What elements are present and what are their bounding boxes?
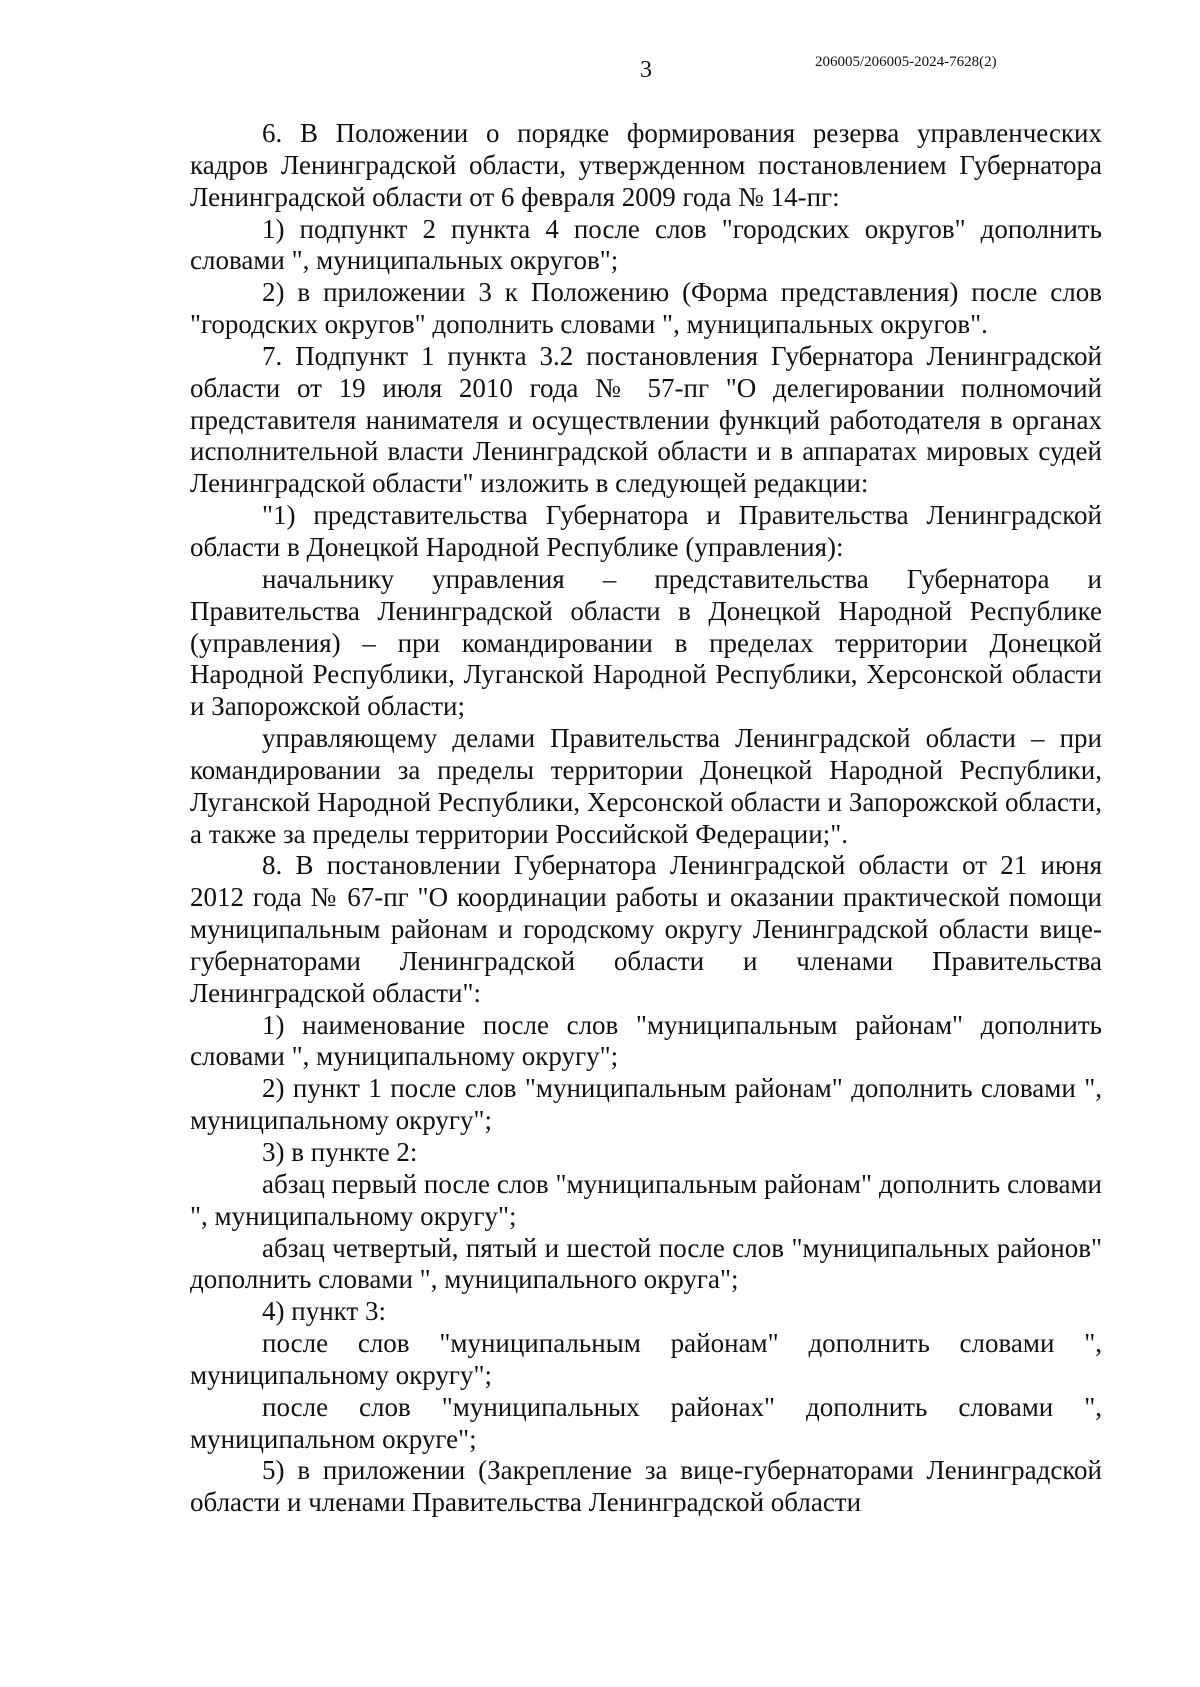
paragraph-7: 7. Подпункт 1 пункта 3.2 постановления Губернатора Ленинградской области от 19 июля 2010 года № 57-пг "О делегировании полномочий представителя нанимателя и осуществлении функций работодателя в органах исполнительной власти Ленинградской области и в аппаратах мировых судей Ленинградской области" изложить в следующей редакции: bbox=[190, 340, 1102, 499]
paragraph-8-4-a: после слов "муниципальным районам" дополнить словами ", муниципальному округу"; bbox=[190, 1328, 1102, 1390]
paragraph-8-3: 3) в пункте 2: bbox=[262, 1137, 418, 1167]
page-number: 3 bbox=[640, 57, 652, 83]
paragraph-8-3-fourth: абзац четвертый, пятый и шестой после слов "муниципальных районов" дополнить словами ", муниципального округа"; bbox=[190, 1232, 1102, 1295]
paragraph-8-2: 2) пункт 1 после слов "муниципальным районам" дополнить словами ", муниципальному округу"; bbox=[190, 1073, 1102, 1136]
paragraph-6: 6. В Положении о порядке формирования резерва управленческих кадров Ленинградской области, утвержденном постановлением Губернатора Ленинградской области от 6 февраля 2009 года № 14-пг: bbox=[190, 118, 1102, 212]
paragraph-7-head: начальнику управления – представительства Губернатора и Правительства Ленинградской области в Донецкой Народной Республике (управления) – при командировании в пределах территории Донецкой Народной Республики, Луганской Народной Республики, Херсонской области и Запорожской области; bbox=[190, 563, 1102, 722]
paragraph-8-4-b: после слов "муниципальных районах" дополнить словами ", муниципальном округе"; bbox=[190, 1391, 1102, 1454]
paragraph-6-1: 1) подпункт 2 пункта 4 после слов "городских округов" дополнить словами ", муниципальных округов"; bbox=[190, 213, 1102, 276]
paragraph-7-manager: управляющему делами Правительства Ленинградской области – при командировании за пределы территории Донецкой Народной Республики, Луганской Народной Республики, Херсонской области и Запорожской области, а также за пределы территории Российской Федерации;". bbox=[190, 723, 1102, 849]
paragraph-7-quote: "1) представительства Губернатора и Правительства Ленинградской области в Донецкой Народной Республике (управления): bbox=[190, 500, 1102, 562]
paragraph-8-1: 1) наименование после слов "муниципальным районам" дополнить словами ", муниципальному округу"; bbox=[190, 1009, 1102, 1072]
paragraph-8-3-first: абзац первый после слов "муниципальным районам" дополнить словами ", муниципальному округу"; bbox=[190, 1168, 1102, 1231]
paragraph-8-4: 4) пункт 3: bbox=[262, 1296, 386, 1327]
paragraph-8-5: 5) в приложении (Закрепление за вице-губернаторами Ленинградской области и членами Правительства Ленинградской области bbox=[190, 1455, 1102, 1518]
paragraph-8: 8. В постановлении Губернатора Ленинградской области от 21 июня 2012 года № 67-пг "О координации работы и оказании практической помощи муниципальным районам и городскому округу Ленинградской области вице-губернаторами Ленинградской области и членами Правительства Ленинградской области": bbox=[190, 850, 1102, 1008]
document-body bbox=[190, 118, 1102, 1519]
document-id: 206005/206005-2024-7628(2) bbox=[815, 54, 997, 70]
paragraph-6-2: 2) в приложении 3 к Положению (Форма представления) после слов "городских округов" дополнить словами ", муниципальных округов". bbox=[190, 277, 1102, 340]
